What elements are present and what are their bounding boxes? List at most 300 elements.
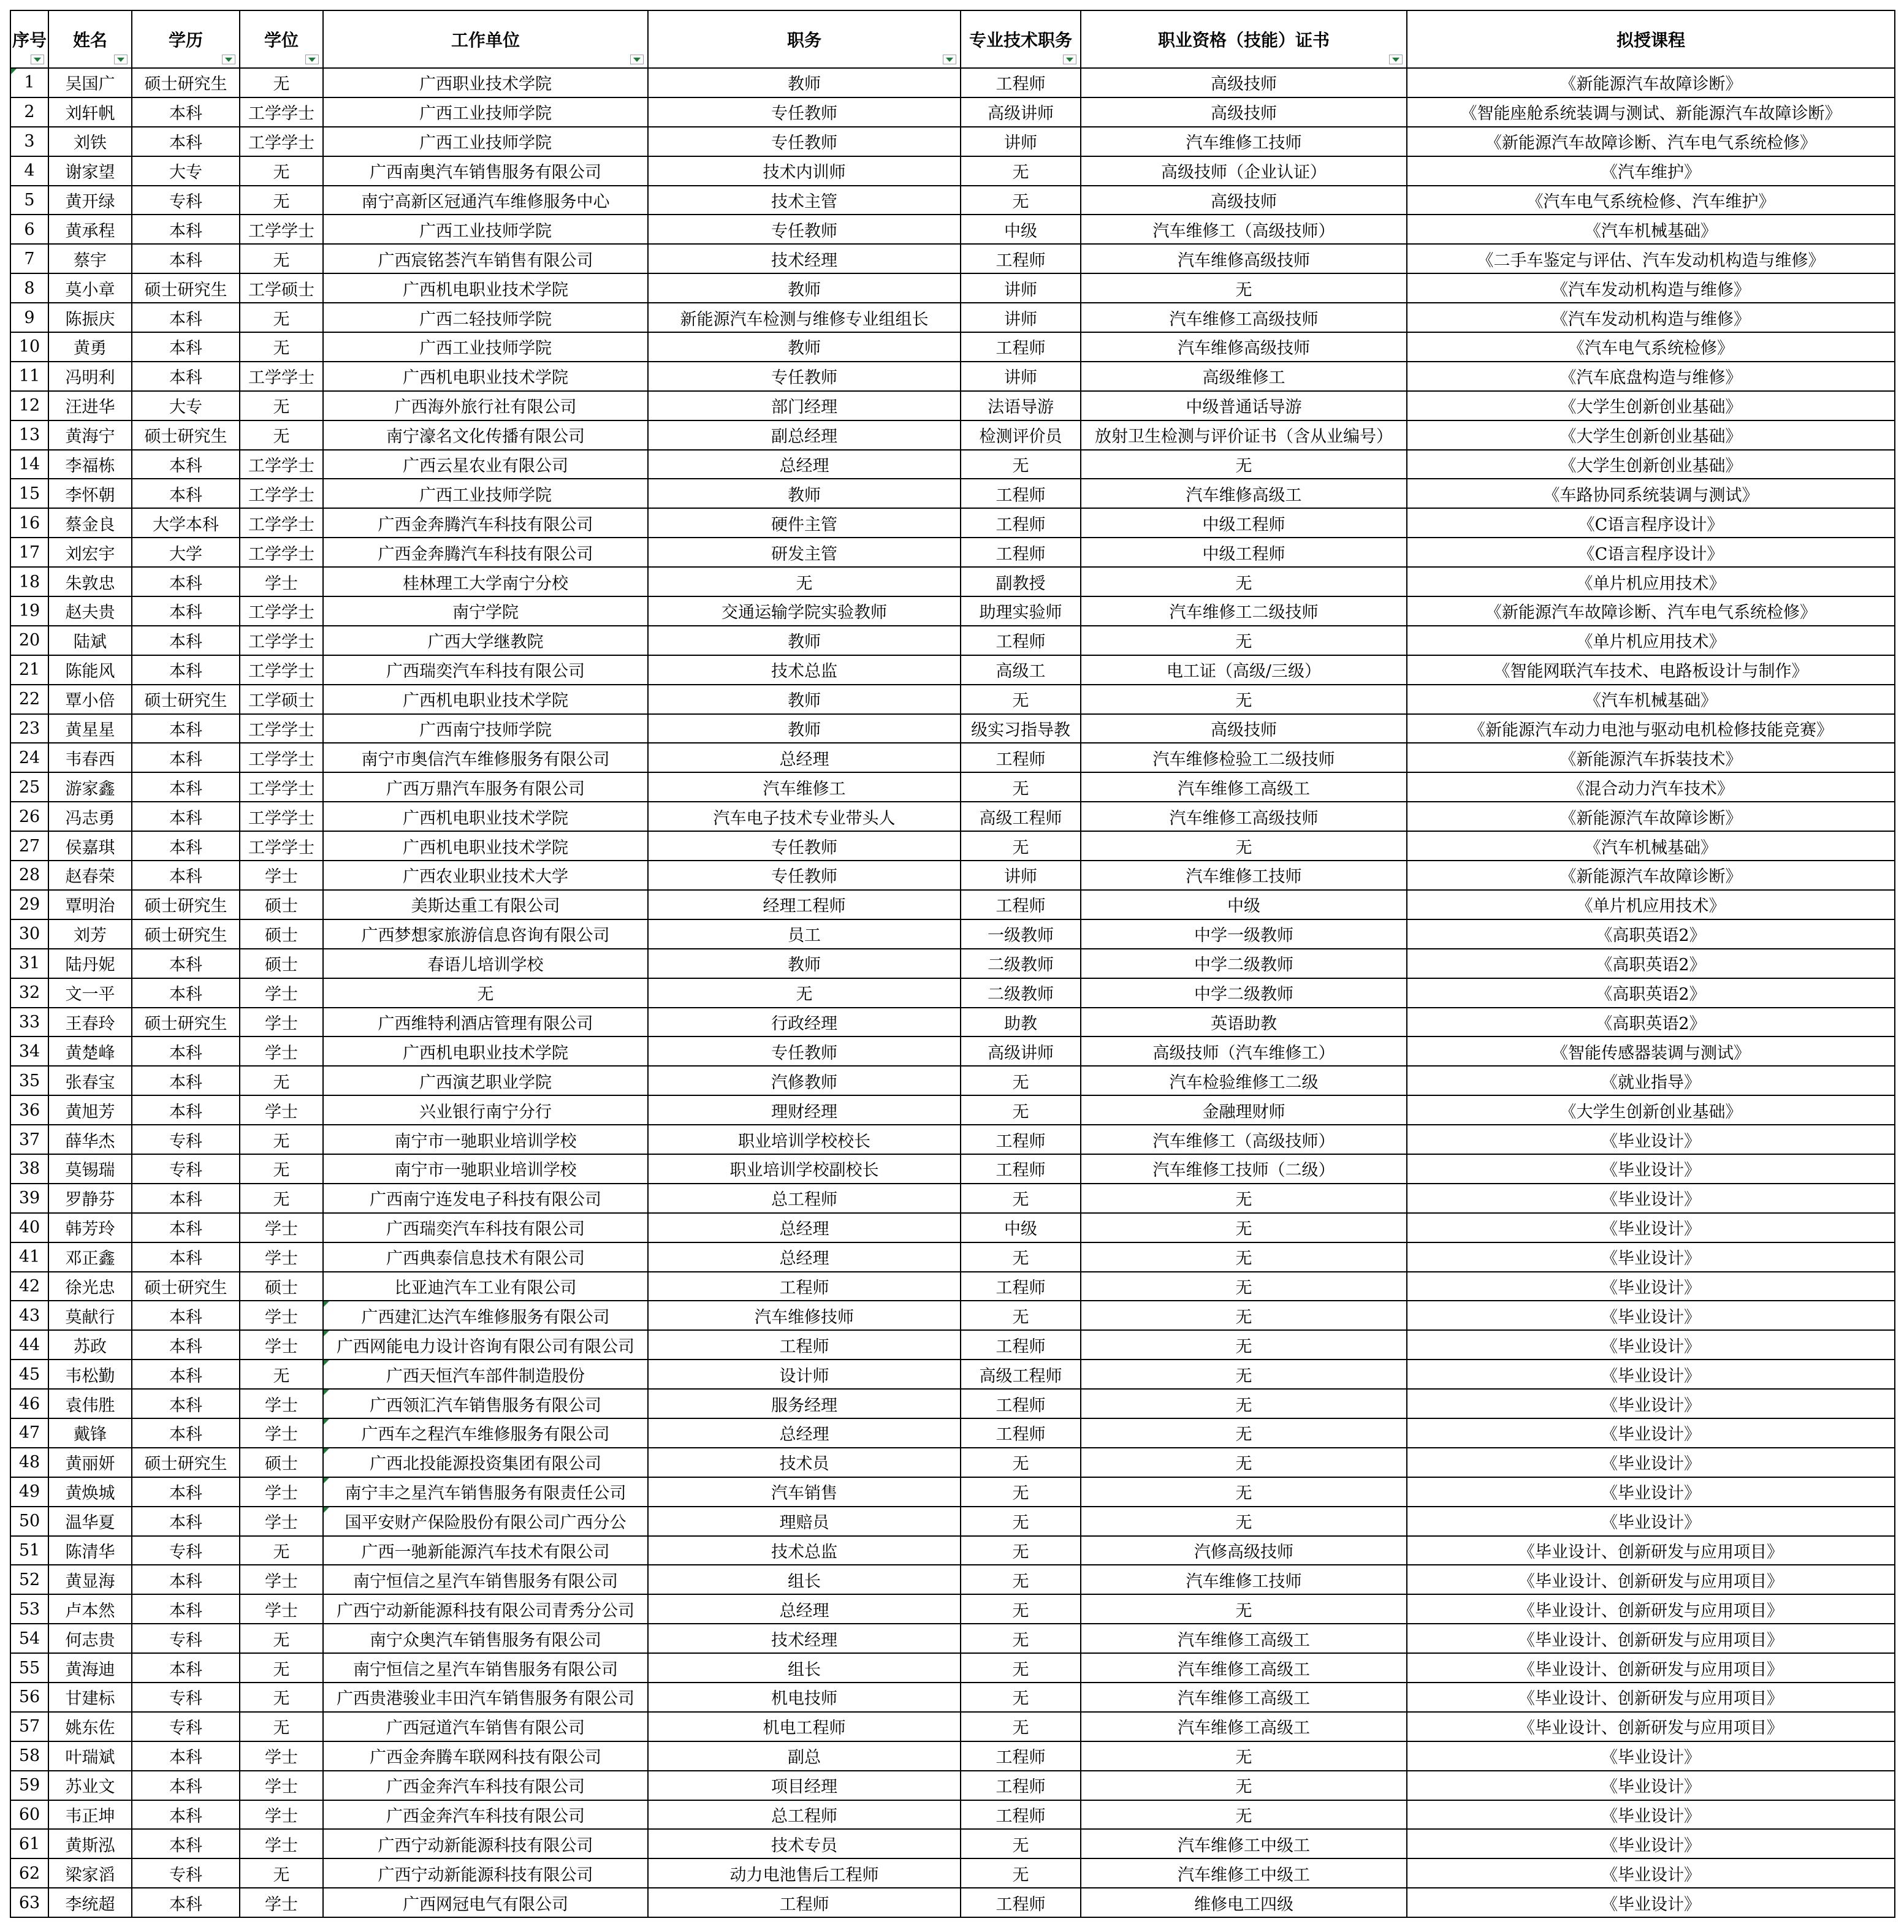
cell-employer[interactable]: 广西贵港骏业丰田汽车销售服务有限公司 (323, 1683, 648, 1712)
cell-position[interactable]: 项目经理 (648, 1771, 961, 1800)
cell-certificate[interactable]: 汽修高级技师 (1081, 1536, 1407, 1565)
cell-name[interactable]: 刘轩帆 (48, 97, 132, 127)
cell-name[interactable]: 覃明治 (48, 890, 132, 919)
cell-name[interactable]: 李统超 (48, 1888, 132, 1917)
cell-title[interactable]: 无 (961, 1507, 1081, 1536)
cell-course[interactable]: 《毕业设计、创新研发与应用项目》 (1407, 1712, 1895, 1741)
cell-name[interactable]: 黄承程 (48, 215, 132, 244)
cell-position[interactable]: 总经理 (648, 1594, 961, 1624)
cell-employer[interactable]: 广西建汇达汽车维修服务有限公司 (323, 1301, 648, 1330)
cell-position[interactable]: 专任教师 (648, 127, 961, 156)
cell-name[interactable]: 韩芳玲 (48, 1213, 132, 1242)
cell-education[interactable]: 本科 (132, 479, 240, 508)
cell-employer[interactable]: 南宁市奥信汽车维修服务有限公司 (323, 743, 648, 772)
cell-position[interactable]: 技术经理 (648, 1624, 961, 1653)
cell-index[interactable]: 14 (10, 450, 48, 479)
cell-certificate[interactable]: 无 (1081, 1242, 1407, 1272)
cell-course[interactable]: 《混合动力汽车技术》 (1407, 772, 1895, 802)
cell-index[interactable]: 28 (10, 861, 48, 890)
cell-course[interactable]: 《毕业设计》 (1407, 1330, 1895, 1360)
cell-employer[interactable]: 国平安财产保险股份有限公司广西分公 (323, 1507, 648, 1536)
cell-index[interactable]: 16 (10, 508, 48, 538)
cell-degree[interactable]: 工学学士 (240, 362, 323, 391)
cell-certificate[interactable]: 汽车维修高级技师 (1081, 244, 1407, 273)
cell-certificate[interactable]: 无 (1081, 831, 1407, 861)
cell-course[interactable]: 《高职英语2》 (1407, 949, 1895, 978)
cell-certificate[interactable]: 无 (1081, 1418, 1407, 1448)
cell-index[interactable]: 4 (10, 156, 48, 186)
cell-name[interactable]: 甘建标 (48, 1683, 132, 1712)
cell-degree[interactable]: 工学学士 (240, 508, 323, 538)
cell-index[interactable]: 24 (10, 743, 48, 772)
cell-name[interactable]: 陆斌 (48, 626, 132, 655)
cell-position[interactable]: 副总经理 (648, 420, 961, 450)
cell-title[interactable]: 无 (961, 450, 1081, 479)
cell-position[interactable]: 技术专员 (648, 1829, 961, 1858)
cell-employer[interactable]: 广西机电职业技术学院 (323, 362, 648, 391)
cell-degree[interactable]: 无 (240, 420, 323, 450)
cell-employer[interactable]: 广西机电职业技术学院 (323, 802, 648, 831)
cell-index[interactable]: 58 (10, 1741, 48, 1771)
cell-name[interactable]: 薛华杰 (48, 1125, 132, 1154)
cell-course[interactable]: 《智能座舱系统装调与测试、新能源汽车故障诊断》 (1407, 97, 1895, 127)
cell-certificate[interactable]: 无 (1081, 1272, 1407, 1301)
cell-employer[interactable]: 南宁学院 (323, 596, 648, 626)
filter-dropdown-icon[interactable] (305, 55, 319, 64)
cell-employer[interactable]: 南宁市一驰职业培训学校 (323, 1125, 648, 1154)
cell-degree[interactable]: 硕士 (240, 1272, 323, 1301)
cell-employer[interactable]: 广西工业技师学院 (323, 479, 648, 508)
cell-course[interactable]: 《新能源汽车故障诊断、汽车电气系统检修》 (1407, 127, 1895, 156)
cell-title[interactable]: 工程师 (961, 1389, 1081, 1418)
cell-position[interactable]: 总经理 (648, 1242, 961, 1272)
cell-course[interactable]: 《毕业设计、创新研发与应用项目》 (1407, 1653, 1895, 1683)
cell-education[interactable]: 本科 (132, 1360, 240, 1389)
cell-certificate[interactable]: 汽车维修工高级工 (1081, 1683, 1407, 1712)
cell-position[interactable]: 教师 (648, 685, 961, 714)
cell-degree[interactable]: 无 (240, 186, 323, 215)
cell-employer[interactable]: 广西南宁连发电子科技有限公司 (323, 1184, 648, 1213)
cell-title[interactable]: 无 (961, 1477, 1081, 1507)
cell-certificate[interactable]: 无 (1081, 685, 1407, 714)
cell-name[interactable]: 冯明利 (48, 362, 132, 391)
cell-title[interactable]: 工程师 (961, 743, 1081, 772)
cell-certificate[interactable]: 汽车维修高级工 (1081, 479, 1407, 508)
cell-position[interactable]: 理财经理 (648, 1095, 961, 1125)
cell-index[interactable]: 11 (10, 362, 48, 391)
cell-title[interactable]: 无 (961, 1066, 1081, 1095)
cell-course[interactable]: 《大学生创新创业基础》 (1407, 391, 1895, 420)
cell-certificate[interactable]: 汽车维修工中级工 (1081, 1829, 1407, 1858)
cell-name[interactable]: 汪进华 (48, 391, 132, 420)
cell-title[interactable]: 无 (961, 1536, 1081, 1565)
cell-position[interactable]: 服务经理 (648, 1389, 961, 1418)
cell-employer[interactable]: 广西瑞奕汽车科技有限公司 (323, 1213, 648, 1242)
cell-course[interactable]: 《新能源汽车故障诊断、汽车电气系统检修》 (1407, 596, 1895, 626)
cell-education[interactable]: 本科 (132, 1242, 240, 1272)
cell-index[interactable]: 61 (10, 1829, 48, 1858)
cell-position[interactable]: 交通运输学院实验教师 (648, 596, 961, 626)
cell-certificate[interactable]: 无 (1081, 1360, 1407, 1389)
cell-position[interactable]: 技术经理 (648, 244, 961, 273)
cell-degree[interactable]: 工学学士 (240, 802, 323, 831)
cell-course[interactable]: 《毕业设计、创新研发与应用项目》 (1407, 1624, 1895, 1653)
cell-education[interactable]: 硕士研究生 (132, 68, 240, 97)
cell-name[interactable]: 温华夏 (48, 1507, 132, 1536)
cell-employer[interactable]: 广西工业技师学院 (323, 97, 648, 127)
cell-certificate[interactable]: 高级技师 (1081, 97, 1407, 127)
cell-title[interactable]: 助理实验师 (961, 596, 1081, 626)
cell-certificate[interactable]: 汽车维修工高级技师 (1081, 802, 1407, 831)
cell-certificate[interactable]: 高级技师 (1081, 714, 1407, 744)
cell-education[interactable]: 本科 (132, 743, 240, 772)
cell-course[interactable]: 《毕业设计》 (1407, 1242, 1895, 1272)
cell-name[interactable]: 梁家滔 (48, 1858, 132, 1888)
cell-position[interactable]: 专任教师 (648, 97, 961, 127)
cell-certificate[interactable]: 高级维修工 (1081, 362, 1407, 391)
cell-name[interactable]: 朱敦忠 (48, 567, 132, 596)
cell-index[interactable]: 53 (10, 1594, 48, 1624)
cell-employer[interactable]: 广西网冠电气有限公司 (323, 1888, 648, 1917)
cell-index[interactable]: 54 (10, 1624, 48, 1653)
cell-course[interactable]: 《毕业设计、创新研发与应用项目》 (1407, 1536, 1895, 1565)
cell-position[interactable]: 无 (648, 567, 961, 596)
cell-employer[interactable]: 广西大学继教院 (323, 626, 648, 655)
cell-course[interactable]: 《毕业设计》 (1407, 1154, 1895, 1184)
cell-employer[interactable]: 广西宁动新能源科技有限公司 (323, 1858, 648, 1888)
filter-dropdown-icon[interactable] (1063, 55, 1076, 64)
cell-name[interactable]: 赵夫贵 (48, 596, 132, 626)
cell-certificate[interactable]: 金融理财师 (1081, 1095, 1407, 1125)
cell-index[interactable]: 19 (10, 596, 48, 626)
cell-certificate[interactable]: 汽车检验维修工二级 (1081, 1066, 1407, 1095)
cell-title[interactable]: 工程师 (961, 1741, 1081, 1771)
cell-degree[interactable]: 工学硕士 (240, 685, 323, 714)
cell-degree[interactable]: 学士 (240, 1477, 323, 1507)
cell-employer[interactable]: 广西天恒汽车部件制造股份 (323, 1360, 648, 1389)
cell-name[interactable]: 黄焕城 (48, 1477, 132, 1507)
cell-title[interactable]: 无 (961, 1242, 1081, 1272)
cell-name[interactable]: 苏业文 (48, 1771, 132, 1800)
cell-education[interactable]: 本科 (132, 303, 240, 332)
cell-education[interactable]: 大学 (132, 538, 240, 567)
cell-employer[interactable]: 无 (323, 978, 648, 1008)
cell-title[interactable]: 一级教师 (961, 919, 1081, 949)
cell-position[interactable]: 理赔员 (648, 1507, 961, 1536)
cell-employer[interactable]: 广西一驰新能源汽车技术有限公司 (323, 1536, 648, 1565)
cell-course[interactable]: 《毕业设计》 (1407, 1829, 1895, 1858)
cell-certificate[interactable]: 汽车维修工（高级技师） (1081, 215, 1407, 244)
cell-title[interactable]: 中级 (961, 1213, 1081, 1242)
cell-position[interactable]: 总经理 (648, 450, 961, 479)
cell-name[interactable]: 黄海宁 (48, 420, 132, 450)
cell-certificate[interactable]: 中级工程师 (1081, 538, 1407, 567)
cell-education[interactable]: 大专 (132, 156, 240, 186)
cell-name[interactable]: 黄斯泓 (48, 1829, 132, 1858)
cell-employer[interactable]: 南宁丰之星汽车销售服务有限责任公司 (323, 1477, 648, 1507)
cell-certificate[interactable]: 中级工程师 (1081, 508, 1407, 538)
cell-certificate[interactable]: 汽车维修工高级工 (1081, 1653, 1407, 1683)
cell-name[interactable]: 罗静芬 (48, 1184, 132, 1213)
cell-position[interactable]: 职业培训学校副校长 (648, 1154, 961, 1184)
cell-degree[interactable]: 学士 (240, 1594, 323, 1624)
cell-employer[interactable]: 广西领汇汽车销售服务有限公司 (323, 1389, 648, 1418)
cell-index[interactable]: 22 (10, 685, 48, 714)
cell-position[interactable]: 汽车维修工 (648, 772, 961, 802)
cell-degree[interactable]: 工学学士 (240, 97, 323, 127)
cell-position[interactable]: 技术内训师 (648, 156, 961, 186)
cell-index[interactable]: 8 (10, 273, 48, 303)
cell-course[interactable]: 《汽车维护》 (1407, 156, 1895, 186)
cell-degree[interactable]: 工学学士 (240, 479, 323, 508)
cell-degree[interactable]: 无 (240, 1184, 323, 1213)
cell-employer[interactable]: 广西梦想家旅游信息咨询有限公司 (323, 919, 648, 949)
cell-certificate[interactable]: 无 (1081, 1448, 1407, 1477)
cell-course[interactable]: 《毕业设计、创新研发与应用项目》 (1407, 1683, 1895, 1712)
cell-title[interactable]: 无 (961, 1594, 1081, 1624)
cell-degree[interactable]: 无 (240, 303, 323, 332)
cell-education[interactable]: 本科 (132, 1184, 240, 1213)
cell-index[interactable]: 32 (10, 978, 48, 1008)
cell-certificate[interactable]: 无 (1081, 450, 1407, 479)
cell-education[interactable]: 专科 (132, 1683, 240, 1712)
cell-title[interactable]: 无 (961, 1184, 1081, 1213)
cell-title[interactable]: 工程师 (961, 332, 1081, 362)
cell-education[interactable]: 本科 (132, 1653, 240, 1683)
cell-name[interactable]: 黄显海 (48, 1565, 132, 1594)
cell-education[interactable]: 本科 (132, 626, 240, 655)
cell-education[interactable]: 专科 (132, 186, 240, 215)
cell-course[interactable]: 《汽车发动机构造与维修》 (1407, 303, 1895, 332)
cell-title[interactable]: 高级工 (961, 655, 1081, 685)
cell-certificate[interactable]: 中级普通话导游 (1081, 391, 1407, 420)
cell-education[interactable]: 本科 (132, 97, 240, 127)
cell-employer[interactable]: 广西瑞奕汽车科技有限公司 (323, 655, 648, 685)
cell-degree[interactable]: 学士 (240, 1330, 323, 1360)
cell-name[interactable]: 袁伟胜 (48, 1389, 132, 1418)
cell-degree[interactable]: 工学学士 (240, 215, 323, 244)
cell-degree[interactable]: 工学学士 (240, 655, 323, 685)
cell-index[interactable]: 27 (10, 831, 48, 861)
cell-course[interactable]: 《毕业设计》 (1407, 1184, 1895, 1213)
cell-course[interactable]: 《新能源汽车故障诊断》 (1407, 802, 1895, 831)
cell-name[interactable]: 刘铁 (48, 127, 132, 156)
cell-degree[interactable]: 无 (240, 1683, 323, 1712)
cell-index[interactable]: 51 (10, 1536, 48, 1565)
cell-index[interactable]: 5 (10, 186, 48, 215)
header-cell-employer[interactable]: 工作单位 (323, 10, 648, 68)
cell-certificate[interactable]: 英语助教 (1081, 1008, 1407, 1037)
cell-certificate[interactable]: 中学二级教师 (1081, 949, 1407, 978)
cell-course[interactable]: 《毕业设计、创新研发与应用项目》 (1407, 1565, 1895, 1594)
cell-name[interactable]: 黄楚峰 (48, 1036, 132, 1066)
cell-degree[interactable]: 学士 (240, 1213, 323, 1242)
cell-employer[interactable]: 广西宁动新能源科技有限公司青秀分公司 (323, 1594, 648, 1624)
cell-position[interactable]: 专任教师 (648, 215, 961, 244)
cell-position[interactable]: 研发主管 (648, 538, 961, 567)
cell-course[interactable]: 《大学生创新创业基础》 (1407, 450, 1895, 479)
cell-employer[interactable]: 广西农业职业技术大学 (323, 861, 648, 890)
cell-title[interactable]: 工程师 (961, 1330, 1081, 1360)
cell-name[interactable]: 陈振庆 (48, 303, 132, 332)
cell-course[interactable]: 《汽车电气系统检修、汽车维护》 (1407, 186, 1895, 215)
cell-position[interactable]: 部门经理 (648, 391, 961, 420)
cell-course[interactable]: 《毕业设计》 (1407, 1360, 1895, 1389)
cell-title[interactable]: 高级讲师 (961, 1036, 1081, 1066)
cell-degree[interactable]: 学士 (240, 567, 323, 596)
cell-education[interactable]: 本科 (132, 831, 240, 861)
cell-employer[interactable]: 广西工业技师学院 (323, 127, 648, 156)
cell-education[interactable]: 本科 (132, 450, 240, 479)
cell-position[interactable]: 总经理 (648, 1213, 961, 1242)
cell-education[interactable]: 硕士研究生 (132, 919, 240, 949)
cell-employer[interactable]: 广西云星农业有限公司 (323, 450, 648, 479)
cell-degree[interactable]: 无 (240, 332, 323, 362)
cell-education[interactable]: 本科 (132, 332, 240, 362)
cell-employer[interactable]: 桂林理工大学南宁分校 (323, 567, 648, 596)
cell-education[interactable]: 本科 (132, 1301, 240, 1330)
cell-name[interactable]: 戴锋 (48, 1418, 132, 1448)
cell-certificate[interactable]: 高级技师（汽车维修工） (1081, 1036, 1407, 1066)
header-cell-certificate[interactable]: 职业资格（技能）证书 (1081, 10, 1407, 68)
cell-title[interactable]: 工程师 (961, 479, 1081, 508)
cell-position[interactable]: 教师 (648, 68, 961, 97)
cell-course[interactable]: 《毕业设计》 (1407, 1448, 1895, 1477)
cell-education[interactable]: 本科 (132, 1066, 240, 1095)
cell-employer[interactable]: 广西金奔腾汽车科技有限公司 (323, 538, 648, 567)
cell-degree[interactable]: 无 (240, 1154, 323, 1184)
cell-employer[interactable]: 广西演艺职业学院 (323, 1066, 648, 1095)
cell-employer[interactable]: 广西南宁技师学院 (323, 714, 648, 744)
cell-employer[interactable]: 南宁恒信之星汽车销售服务有限公司 (323, 1565, 648, 1594)
cell-course[interactable]: 《车路协同系统装调与测试》 (1407, 479, 1895, 508)
cell-position[interactable]: 新能源汽车检测与维修专业组组长 (648, 303, 961, 332)
cell-course[interactable]: 《高职英语2》 (1407, 1008, 1895, 1037)
cell-title[interactable]: 高级工程师 (961, 1360, 1081, 1389)
cell-employer[interactable]: 南宁市一驰职业培训学校 (323, 1154, 648, 1184)
cell-degree[interactable]: 工学学士 (240, 596, 323, 626)
cell-name[interactable]: 叶瑞斌 (48, 1741, 132, 1771)
cell-course[interactable]: 《毕业设计、创新研发与应用项目》 (1407, 1594, 1895, 1624)
cell-name[interactable]: 莫献行 (48, 1301, 132, 1330)
cell-position[interactable]: 技术总监 (648, 655, 961, 685)
cell-employer[interactable]: 南宁众奥汽车销售服务有限公司 (323, 1624, 648, 1653)
cell-employer[interactable]: 广西金奔腾车联网科技有限公司 (323, 1741, 648, 1771)
cell-name[interactable]: 陈清华 (48, 1536, 132, 1565)
cell-certificate[interactable]: 汽车维修工高级工 (1081, 1624, 1407, 1653)
cell-title[interactable]: 工程师 (961, 626, 1081, 655)
cell-education[interactable]: 本科 (132, 1800, 240, 1830)
cell-course[interactable]: 《大学生创新创业基础》 (1407, 420, 1895, 450)
cell-title[interactable]: 检测评价员 (961, 420, 1081, 450)
cell-course[interactable]: 《汽车发动机构造与维修》 (1407, 273, 1895, 303)
cell-course[interactable]: 《C语言程序设计》 (1407, 508, 1895, 538)
cell-index[interactable]: 52 (10, 1565, 48, 1594)
cell-certificate[interactable]: 汽车维修工高级技师 (1081, 303, 1407, 332)
cell-course[interactable]: 《毕业设计》 (1407, 1771, 1895, 1800)
cell-course[interactable]: 《大学生创新创业基础》 (1407, 1095, 1895, 1125)
filter-dropdown-icon[interactable] (114, 55, 128, 64)
cell-certificate[interactable]: 汽车维修工技师 (1081, 1565, 1407, 1594)
cell-course[interactable]: 《毕业设计》 (1407, 1888, 1895, 1917)
cell-index[interactable]: 21 (10, 655, 48, 685)
cell-position[interactable]: 汽修教师 (648, 1066, 961, 1095)
cell-title[interactable]: 无 (961, 1858, 1081, 1888)
header-cell-degree[interactable]: 学位 (240, 10, 323, 68)
cell-title[interactable]: 工程师 (961, 1154, 1081, 1184)
cell-course[interactable]: 《毕业设计》 (1407, 1741, 1895, 1771)
header-cell-education[interactable]: 学历 (132, 10, 240, 68)
cell-certificate[interactable]: 汽车维修工高级工 (1081, 772, 1407, 802)
cell-education[interactable]: 硕士研究生 (132, 420, 240, 450)
filter-dropdown-icon[interactable] (222, 55, 235, 64)
cell-title[interactable]: 工程师 (961, 890, 1081, 919)
cell-certificate[interactable]: 无 (1081, 1184, 1407, 1213)
cell-name[interactable]: 邓正鑫 (48, 1242, 132, 1272)
cell-degree[interactable]: 学士 (240, 1829, 323, 1858)
cell-course[interactable]: 《毕业设计》 (1407, 1125, 1895, 1154)
cell-index[interactable]: 45 (10, 1360, 48, 1389)
cell-title[interactable]: 无 (961, 1624, 1081, 1653)
cell-title[interactable]: 工程师 (961, 1888, 1081, 1917)
cell-title[interactable]: 工程师 (961, 68, 1081, 97)
cell-degree[interactable]: 学士 (240, 1507, 323, 1536)
cell-degree[interactable]: 学士 (240, 1095, 323, 1125)
cell-certificate[interactable]: 中学二级教师 (1081, 978, 1407, 1008)
cell-certificate[interactable]: 高级技师 (1081, 186, 1407, 215)
cell-index[interactable]: 20 (10, 626, 48, 655)
cell-index[interactable]: 47 (10, 1418, 48, 1448)
cell-certificate[interactable]: 无 (1081, 273, 1407, 303)
cell-index[interactable]: 43 (10, 1301, 48, 1330)
cell-name[interactable]: 陈能风 (48, 655, 132, 685)
cell-title[interactable]: 助教 (961, 1008, 1081, 1037)
cell-course[interactable]: 《单片机应用技术》 (1407, 890, 1895, 919)
cell-course[interactable]: 《毕业设计》 (1407, 1507, 1895, 1536)
cell-name[interactable]: 徐光忠 (48, 1272, 132, 1301)
cell-title[interactable]: 无 (961, 186, 1081, 215)
cell-index[interactable]: 35 (10, 1066, 48, 1095)
cell-course[interactable]: 《汽车机械基础》 (1407, 215, 1895, 244)
cell-name[interactable]: 吴国广 (48, 68, 132, 97)
cell-employer[interactable]: 广西金奔腾汽车科技有限公司 (323, 508, 648, 538)
cell-name[interactable]: 刘宏宇 (48, 538, 132, 567)
cell-index[interactable]: 37 (10, 1125, 48, 1154)
cell-degree[interactable]: 无 (240, 1066, 323, 1095)
cell-title[interactable]: 无 (961, 156, 1081, 186)
cell-position[interactable]: 组长 (648, 1653, 961, 1683)
cell-course[interactable]: 《智能网联汽车技术、电路板设计与制作》 (1407, 655, 1895, 685)
cell-position[interactable]: 工程师 (648, 1330, 961, 1360)
cell-education[interactable]: 本科 (132, 1477, 240, 1507)
cell-degree[interactable]: 硕士 (240, 1448, 323, 1477)
cell-education[interactable]: 本科 (132, 1095, 240, 1125)
cell-name[interactable]: 韦松勤 (48, 1360, 132, 1389)
cell-title[interactable]: 工程师 (961, 1800, 1081, 1830)
cell-education[interactable]: 本科 (132, 714, 240, 744)
cell-name[interactable]: 卢本然 (48, 1594, 132, 1624)
cell-degree[interactable]: 无 (240, 1360, 323, 1389)
cell-course[interactable]: 《汽车机械基础》 (1407, 831, 1895, 861)
cell-name[interactable]: 冯志勇 (48, 802, 132, 831)
cell-education[interactable]: 本科 (132, 1389, 240, 1418)
cell-degree[interactable]: 学士 (240, 1800, 323, 1830)
cell-position[interactable]: 员工 (648, 919, 961, 949)
cell-education[interactable]: 本科 (132, 802, 240, 831)
cell-title[interactable]: 无 (961, 685, 1081, 714)
cell-position[interactable]: 专任教师 (648, 831, 961, 861)
cell-education[interactable]: 专科 (132, 1712, 240, 1741)
